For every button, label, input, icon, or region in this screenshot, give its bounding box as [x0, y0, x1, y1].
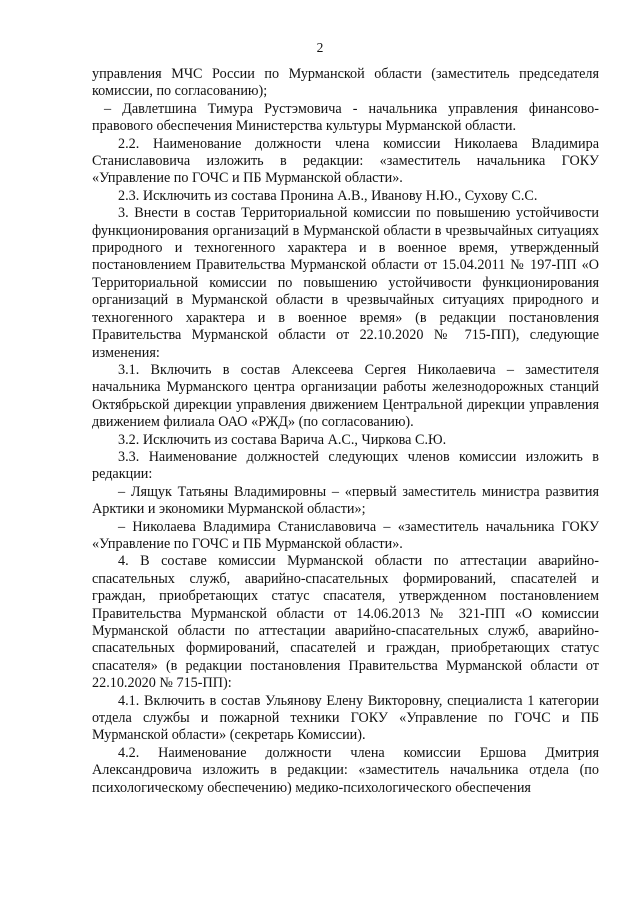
paragraph: 4. В составе комиссии Мурманской области по аттестации аварийно-спасательных служб, аварийно-спасательных формирований, спасателей и граждан, приобретающих статус спасателя, утвержденном постановлением Правительства Мурманской области от 14.06.2013 № 321-ПП «О комиссии Мурманской области по аттестации аварийно-спасательных служб, аварийно-спасательных формирований, спасателей и граждан, приобретающих статус спасателя» (в редакции постановления Правительства Мурманской области от 22.10.2020 № 715-ПП):: [92, 553, 599, 692]
paragraph: 3. Внести в состав Территориальной комиссии по повышению устойчивости функционирования организаций в Мурманской области в чрезвычайных ситуациях природного и техногенного характера и в военное время, утвержденный постановлением Правительства Мурманской области от 15.04.2011 № 197-ПП «О Территориальной комиссии по повышению устойчивости функционирования организаций в Мурманской области в чрезвычайных ситуациях природного и техногенного характера и в военное время» (в редакции постановления Правительства Мурманской области от 22.10.2020 № 715-ПП), следующие изменения:: [92, 205, 599, 361]
paragraph: 3.1. Включить в состав Алексеева Сергея Николаевича – заместителя начальника Мурманского центра организации работы железнодорожных станций Октябрьской дирекции управления движением Центральной дирекции управления движением филиала ОАО «РЖД» (по согласованию).: [92, 361, 599, 431]
page-number: 2: [316, 40, 324, 55]
paragraph: 2.2. Наименование должности члена комиссии Николаева Владимира Станиславовича изложить в редакции: «заместитель начальника ГОКУ «Управление по ГОЧС и ПБ Мурманской области».: [92, 135, 599, 187]
paragraph: управления МЧС России по Мурманской области (заместитель председателя комиссии, по согласованию);: [92, 66, 599, 100]
paragraph: 4.1. Включить в состав Ульянову Елену Викторовну, специалиста 1 категории отдела службы и пожарной техники ГОКУ «Управление по ГОЧС и ПБ Мурманской области» (секретарь Комиссии).: [92, 692, 599, 744]
paragraph: – Николаева Владимира Станиславовича – «заместитель начальника ГОКУ «Управление по ГОЧС и ПБ Мурманской области».: [92, 518, 599, 552]
paragraph: 3.3. Наименование должностей следующих членов комиссии изложить в редакции:: [92, 448, 599, 483]
paragraph: 2.3. Исключить из состава Пронина А.В., Иванову Н.Ю., Сухову С.С.: [118, 187, 538, 204]
paragraph: 3.2. Исключить из состава Варича А.С., Чиркова С.Ю.: [118, 431, 447, 448]
document-body: [92, 66, 599, 797]
paragraph: – Давлетшина Тимура Рустэмовича - начальника управления финансово-правового обеспечения Министерства культуры Мурманской области.: [92, 100, 599, 135]
paragraph: 4.2. Наименование должности члена комиссии Ершова Дмитрия Александровича изложить в редакции: «заместитель начальника отдела (по психологическому обеспечению) медико-психологического обеспечения: [92, 744, 599, 796]
paragraph: – Лящук Татьяны Владимировны – «первый заместитель министра развития Арктики и экономики Мурманской области»;: [92, 483, 599, 518]
